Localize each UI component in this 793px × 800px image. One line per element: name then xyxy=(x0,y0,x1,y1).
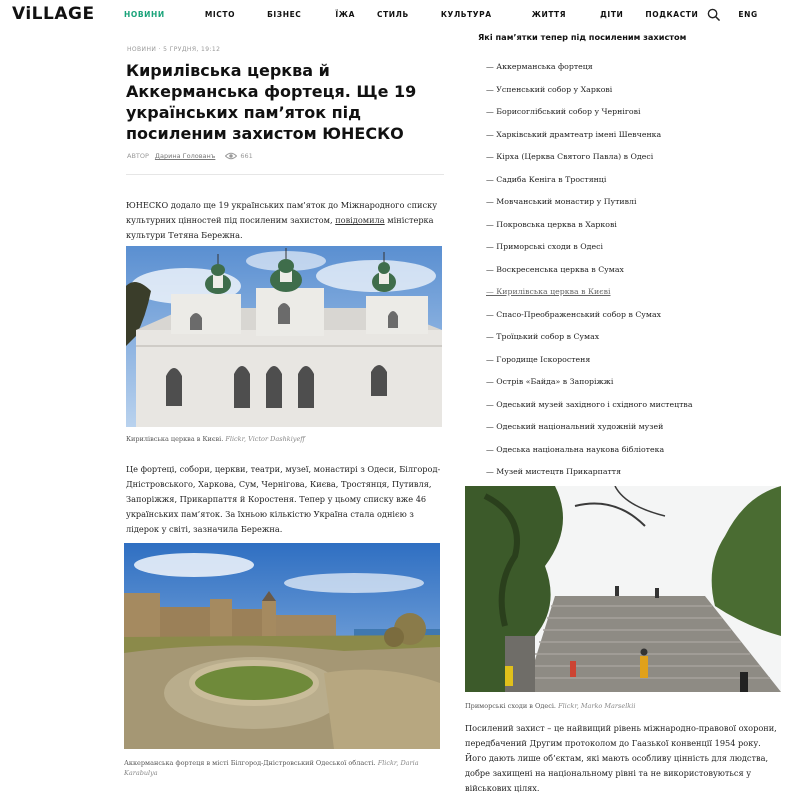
article-meta: НОВИНИ · 5 ГРУДНЯ, 19:12 xyxy=(127,46,221,53)
caption-text: Кирилівська церква в Києві. xyxy=(126,435,224,443)
article-title: Кирилівська церква й Аккерманська фортеця. Ще 19 українських пам’яток під посиленим захистом ЮНЕСКО xyxy=(126,61,417,143)
protected-site-item: — Мовчанський монастир у Путивлі xyxy=(486,197,637,206)
protected-site-item: — Городище Іскоростеня xyxy=(486,354,591,364)
view-count: 661 xyxy=(240,152,253,160)
protected-site-item: — Троїцький собор в Сумах xyxy=(486,332,600,341)
paragraph-text: міністерка культури Тетяна Бережна. xyxy=(126,215,434,240)
protected-site-item: — Кірха (Церква Святого Павла) в Одесі xyxy=(486,152,654,161)
site-logo[interactable]: ViLLAGE xyxy=(12,4,95,24)
protected-site-item: — Приморські сходи в Одесі xyxy=(486,242,603,251)
nav-item-4[interactable]: ЇЖА xyxy=(335,10,355,19)
sidebar-title: Які пам’ятки тепер під посиленим захистом xyxy=(478,32,687,42)
nav-item-6[interactable]: КУЛЬТУРА xyxy=(440,10,492,19)
byline xyxy=(127,152,253,160)
photo-credit: Flickr, Marko Marselkii xyxy=(558,702,636,710)
protected-site-item: — Воскресенська церква в Сумах xyxy=(486,264,624,274)
protected-site-item: — Успенський собор у Харкові xyxy=(486,84,613,94)
nav-item-3[interactable]: БІЗНЕС xyxy=(267,10,302,19)
protected-site-item: — Харківський драмтеатр імені Шевченка xyxy=(486,129,662,139)
article-paragraph-2: Це фортеці, собори, церкви, театри, музеї, монастирі з Одеси, Білгород-Дністровського, Харкова, Сум, Чернігова, Києва, Тростянця, Путивля, Запоріжжя, Прикарпаття й Коростеня. Тепер у цьому списку вже 46 українських пам’яток. За їхньою кількістю Україна стала однією з лідерок у світі, зазначила Бережна. xyxy=(126,464,441,534)
nav-item-8[interactable]: ДІТИ xyxy=(600,10,624,19)
nav-item-10[interactable]: ENG xyxy=(738,10,758,19)
caption-text: Приморські сходи в Одесі. xyxy=(465,702,556,710)
protected-site-item: — Одеський музей західного і східного мистецтва xyxy=(486,399,693,409)
eye-icon xyxy=(225,152,237,160)
nav-item-1[interactable]: НОВИНИ xyxy=(124,10,165,19)
nav-item-7[interactable]: ЖИТТЯ xyxy=(531,10,567,19)
source-link[interactable]: повідомила xyxy=(335,215,385,225)
protected-sites-list xyxy=(486,56,692,484)
article-paragraph-3: Посилений захист – це найвищий рівень міжнародно-правової охорони, передбачений Другим протоколом до Гаазької конвенції 1954 року. Його дають лише об’єктам, які мають особливу цінність для людства, добре захищені на національному рівні та не використовуються у військових цілях. xyxy=(465,723,777,793)
nav-item-2[interactable]: МІСТО xyxy=(204,10,236,19)
protected-site-item: — Острів «Байда» в Запоріжжі xyxy=(486,377,614,386)
protected-site-item: — Одеський національний художній музей xyxy=(486,422,664,431)
protected-site-item: — Аккерманська фортеця xyxy=(486,62,593,71)
author-link[interactable]: Дарина Голованъ xyxy=(154,152,216,160)
protected-site-item: — Покровська церква в Харкові xyxy=(486,219,617,229)
photo-credit: Flickr, Victor Dashkiyeff xyxy=(225,435,305,443)
photo-credit: Flickr, Daria Karabulya xyxy=(124,759,419,777)
article-paragraph-1 xyxy=(126,198,444,243)
protected-site-item: — Борисоглібський собор у Чернігові xyxy=(486,107,641,116)
kyrylivska-church-photo xyxy=(126,246,442,427)
photo-caption-3 xyxy=(465,701,781,711)
photo-caption-2 xyxy=(124,758,440,778)
protected-site-item: — Садиба Кеніга в Тростянці xyxy=(486,174,607,184)
nav-item-5[interactable]: СТИЛЬ xyxy=(376,10,409,19)
photo-caption-1 xyxy=(126,434,442,444)
main-nav xyxy=(124,10,758,19)
protected-site-item: — Спасо-Преображенський собор в Сумах xyxy=(486,309,662,319)
author-label: АВТОР xyxy=(127,152,149,160)
protected-site-item[interactable]: — Кирилівська церква в Києві xyxy=(486,287,611,296)
caption-text: Аккерманська фортеця в місті Білгород-Дністровський Одеської області. xyxy=(124,759,376,767)
potemkin-stairs-photo xyxy=(465,486,781,692)
divider xyxy=(126,174,444,175)
protected-site-item: — Одеська національна наукова бібліотека xyxy=(486,444,665,454)
nav-item-9[interactable]: ПОДКАСТИ xyxy=(645,10,699,19)
protected-site-item: — Музей мистецтв Прикарпаття xyxy=(486,467,622,476)
akkerman-fortress-photo xyxy=(124,543,440,749)
top-navigation-bar xyxy=(0,0,793,30)
search-icon[interactable] xyxy=(707,8,720,21)
paragraph-text: ЮНЕСКО додало ще 19 українських пам’яток до Міжнародного списку культурних цінностей під посиленим захистом, xyxy=(126,200,438,225)
